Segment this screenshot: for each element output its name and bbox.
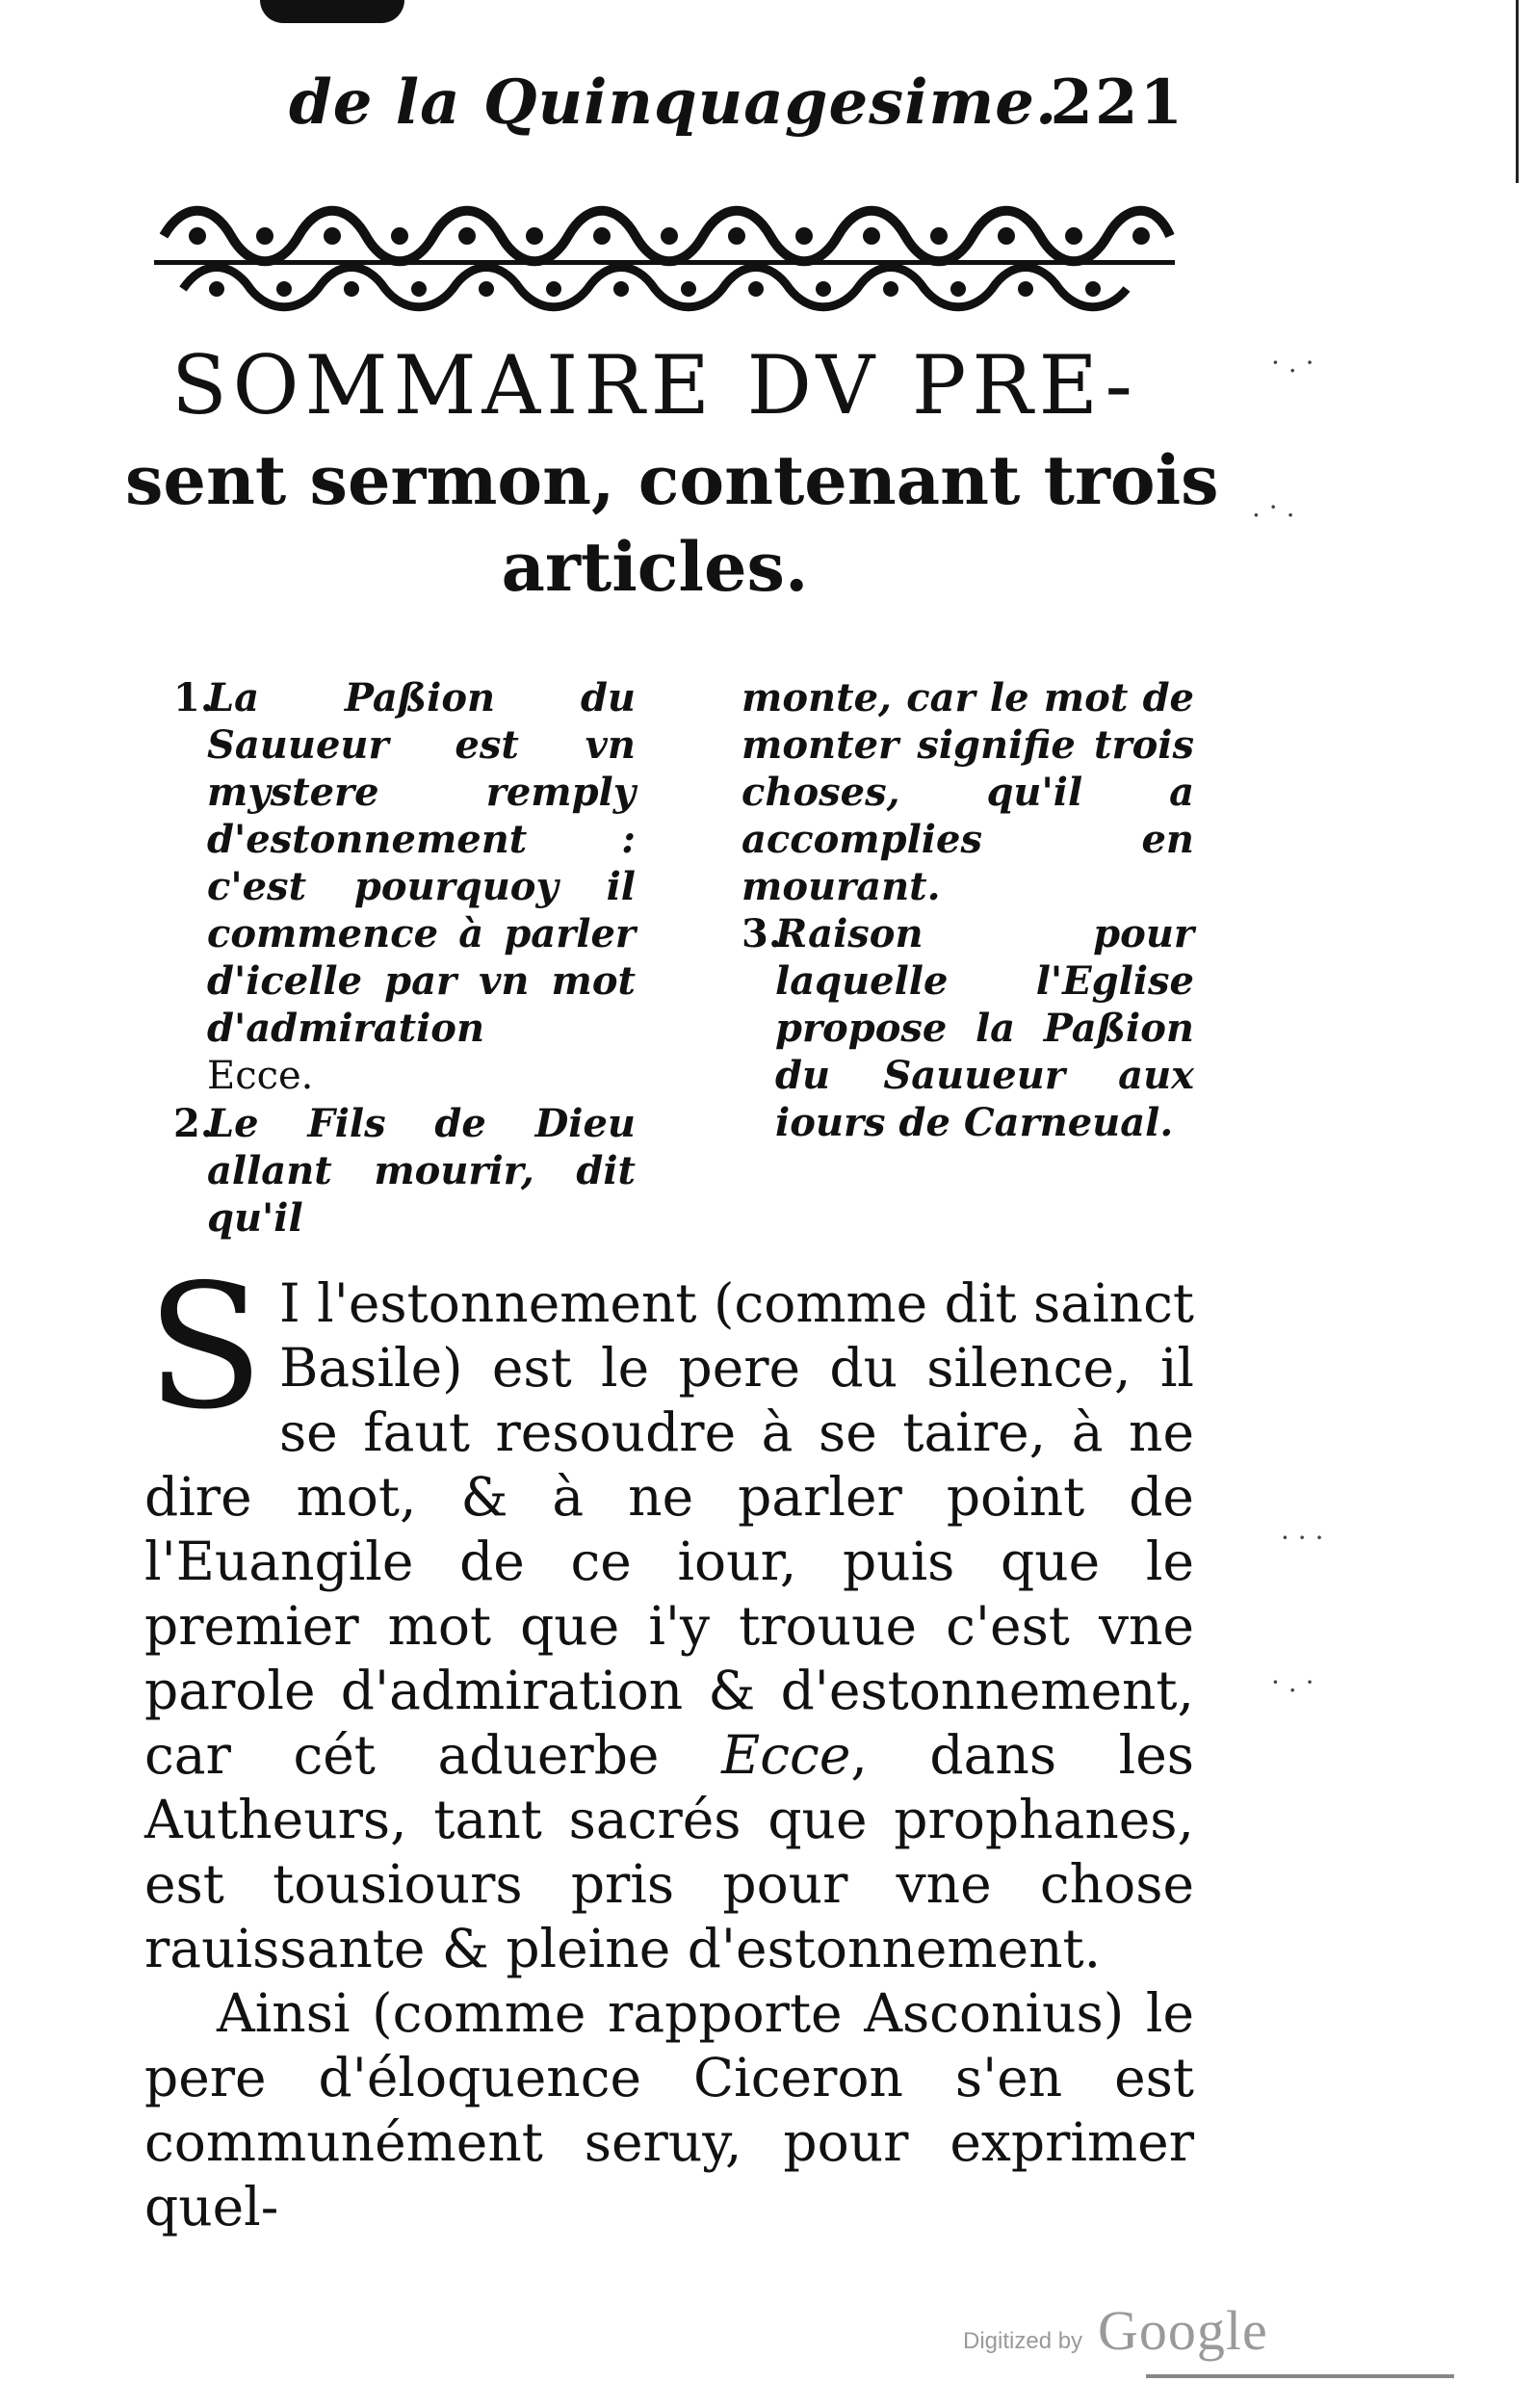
ornamental-band-icon (144, 193, 1184, 318)
summary-item-text: Le Fils de Dieu allant mourir, dit qu'il (207, 1101, 636, 1241)
summary-item-1 (173, 674, 636, 1100)
footer-rule (1146, 2374, 1454, 2378)
summary-item-text: monte, car le mot de monter signifie trois choses, qu'il a accomplies en mourant. (741, 675, 1194, 909)
summary-heading (125, 332, 1219, 612)
heading-line-3: articles. (501, 527, 809, 607)
page-edge-rule (1516, 0, 1519, 183)
ink-blot (260, 0, 404, 23)
summary-item-number: 2. (173, 1101, 214, 1146)
summary-item-text: Raison pour laquelle l'Eglise propose la Paßion du Sauueur aux iours de Carneual. (775, 911, 1194, 1145)
sermon-body (144, 1247, 1194, 2239)
paragraph-1-ecce: Ecce (721, 1724, 851, 1786)
paragraph-1-text-a: I l'estonnement (comme dit sainct Basile) est le pere du silence, il se faut resoudre à se taire, à ne dire mot, & à ne parler point de l'Euangile de ce iour, puis que le premier mot que i'y trouue c'est vne parole d'admiration & d'estonnement, car cét aduerbe (144, 1272, 1194, 1786)
scan-speckle: · . · (1271, 347, 1314, 379)
summary-item-3 (741, 910, 1194, 1146)
summary-item-2 (173, 1100, 636, 1242)
summary-item-number: 3. (741, 911, 782, 956)
page-number: 221 (1050, 66, 1184, 139)
scan-speckle: · . · (1271, 1666, 1314, 1698)
running-head (289, 60, 1184, 146)
running-title: de la Quinquagesime. (289, 66, 1058, 139)
paragraph-1-text-b: , dans les Autheurs, tant sacrés que prophanes, est tousiours pris pour vne chose rauissante & pleine d'estonnement. (144, 1724, 1194, 1979)
paragraph-1 (144, 1247, 1194, 1981)
summary-column-left (173, 674, 636, 1242)
watermark-brand: Google (1098, 2299, 1268, 2362)
scan-speckle: · · · (1281, 1522, 1324, 1554)
paragraph-2: Ainsi (comme rapporte Asconius) le pere d'éloquence Ciceron s'en est communément seruy, pour exprimer quel- (144, 1982, 1194, 2238)
summary-item-text: La Paßion du Sauueur est vn mystere remply d'estonnement : c'est pourquoy il commence à parler d'icelle par vn mot d'admiration (207, 675, 636, 1051)
summary-column-right (741, 674, 1194, 1146)
summary-item-word: Ecce. (207, 1054, 314, 1098)
google-watermark (963, 2297, 1310, 2365)
heading-line-1: SOMMAIRE DV PRE- (171, 338, 1138, 432)
heading-line-2: sent sermon, contenant trois (125, 440, 1219, 520)
drop-cap: S (146, 1247, 264, 1447)
summary-item-number: 1. (173, 675, 214, 720)
scan-speckle: . · . (1252, 491, 1295, 523)
watermark-prefix: Digitized by (963, 2328, 1083, 2354)
summary-item-2-continued (741, 674, 1194, 910)
